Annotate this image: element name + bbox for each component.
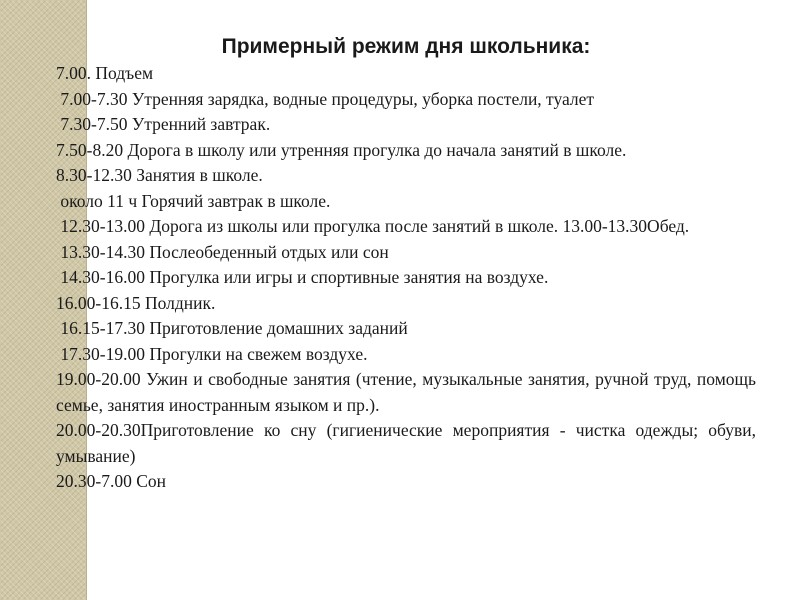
page-title: Примерный режим дня школьника: [221,35,591,58]
schedule-item: 13.30-14.30 Послеобеденный отдых или сон [56,241,389,262]
schedule-item: 17.30-19.00 Прогулки на свежем воздухе. [56,343,368,364]
schedule-item: 7.50-8.20 Дорога в школу или утренняя прогулка до начала занятий в школе. [56,139,627,160]
schedule-item: 7.00-7.30 Утренняя зарядка, водные процедуры, уборка постели, туалет [56,88,595,109]
schedule-list [56,61,761,495]
schedule-item: 14.30-16.00 Прогулка или игры и спортивные занятия на воздухе. [56,267,549,287]
schedule-item: 7.30-7.50 Утренний завтрак. [56,114,271,134]
schedule-item: 19.00-20.00 Ужин и свободные занятия (чтение, музыкальные занятия, ручной труд, помощь семье, занятия иностранным языком и пр.). [56,369,761,415]
schedule-item: 16.00-16.15 Полдник. [56,292,216,313]
schedule-item: 8.30-12.30 Занятия в школе. [56,165,263,185]
schedule-item: 16.15-17.30 Приготовление домашних заданий [56,318,408,338]
schedule-item: около 11 ч Горячий завтрак в школе. [56,190,331,211]
schedule-item: 20.00-20.30Приготовление ко сну (гигиенические мероприятия - чистка одежды; обуви, умывание) [56,420,761,466]
schedule-item: 12.30-13.00 Дорога из школы или прогулка после занятий в школе. 13.00-13.30Обед. [56,216,690,236]
schedule-item: 7.00. Подъем [56,63,154,83]
schedule-item: 20.30-7.00 Сон [56,471,166,491]
